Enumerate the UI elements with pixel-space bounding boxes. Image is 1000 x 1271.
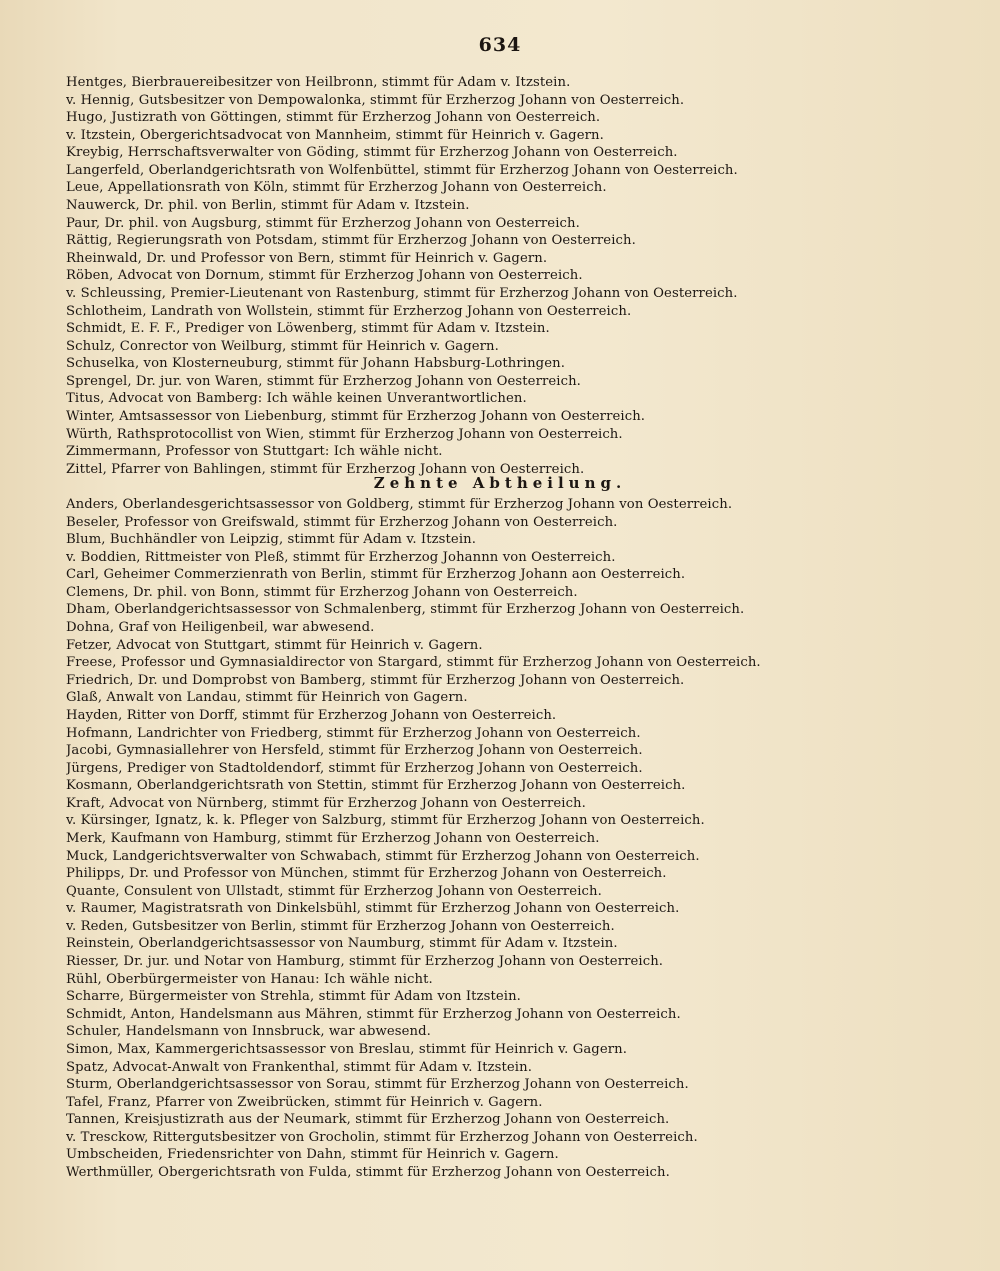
vote-entry: Glaß, Anwalt von Landau, stimmt für Heinrich von Gagern. — [66, 690, 468, 706]
vote-entry: Fetzer, Advocat von Stuttgart, stimmt für Heinrich v. Gagern. — [66, 637, 483, 653]
vote-entry: v. Tresckow, Rittergutsbesitzer von Grocholin, stimmt für Erzherzog Johann von Oesterreich. — [66, 1129, 698, 1145]
vote-entry: Würth, Rathsprotocollist von Wien, stimmt für Erzherzog Johann von Oesterreich. — [66, 426, 623, 442]
vote-entry: Rättig, Regierungsrath von Potsdam, stimmt für Erzherzog Johann von Oesterreich. — [66, 233, 636, 249]
vote-entry: Zittel, Pfarrer von Bahlingen, stimmt für Erzherzog Johann von Oesterreich. — [66, 461, 585, 477]
vote-entry: Spatz, Advocat-Anwalt von Frankenthal, stimmt für Adam v. Itzstein. — [66, 1059, 533, 1075]
section-heading: Zehnte Abtheilung. — [373, 474, 627, 492]
vote-entry: Blum, Buchhändler von Leipzig, stimmt für Adam v. Itzstein. — [66, 532, 477, 548]
vote-entry: Rühl, Oberbürgermeister von Hanau: Ich wähle nicht. — [66, 971, 433, 987]
vote-entry: Simon, Max, Kammergerichtsassessor von Breslau, stimmt für Heinrich v. Gagern. — [66, 1041, 628, 1057]
vote-entry: Friedrich, Dr. und Domprobst von Bamberg, stimmt für Erzherzog Johann von Oesterreich. — [66, 672, 685, 688]
vote-entry: Nauwerck, Dr. phil. von Berlin, stimmt für Adam v. Itzstein. — [66, 198, 470, 214]
vote-entry: Sprengel, Dr. jur. von Waren, stimmt für Erzherzog Johann von Oesterreich. — [66, 373, 581, 389]
vote-entry: Merk, Kaufmann von Hamburg, stimmt für Erzherzog Johann von Oesterreich. — [66, 830, 600, 846]
vote-entry: Dham, Oberlandgerichtsassessor von Schmalenberg, stimmt für Erzherzog Johann von Oesterreich. — [66, 602, 745, 618]
vote-entry: Clemens, Dr. phil. von Bonn, stimmt für Erzherzog Johann von Oesterreich. — [66, 584, 578, 600]
vote-entry: Muck, Landgerichtsverwalter von Schwabach, stimmt für Erzherzog Johann von Oesterreich. — [66, 848, 700, 864]
vote-entry: Carl, Geheimer Commerzienrath von Berlin, stimmt für Erzherzog Johann aon Oesterreich. — [66, 567, 686, 583]
vote-entry: Anders, Oberlandesgerichtsassessor von Goldberg, stimmt für Erzherzog Johann von Oesterreich. — [66, 497, 733, 512]
vote-entry: Reinstein, Oberlandgerichtsassessor von Naumburg, stimmt für Adam v. Itzstein. — [66, 936, 618, 952]
vote-entry: Hugo, Justizrath von Göttingen, stimmt für Erzherzog Johann von Oesterreich. — [66, 110, 601, 126]
vote-entry: Sturm, Oberlandgerichtsassessor von Sorau, stimmt für Erzherzog Johann von Oesterreich. — [66, 1077, 689, 1093]
vote-entry: Schuler, Handelsmann von Innsbruck, war abwesend. — [66, 1024, 431, 1040]
vote-entry: Hofmann, Landrichter von Friedberg, stimmt für Erzherzog Johann von Oesterreich. — [66, 725, 641, 741]
vote-entry: v. Raumer, Magistratsrath von Dinkelsbühl, stimmt für Erzherzog Johann von Oesterreich. — [66, 901, 680, 917]
vote-entry: Zimmermann, Professor von Stuttgart: Ich wähle nicht. — [66, 444, 443, 460]
vote-entry: Schlotheim, Landrath von Wollstein, stimmt für Erzherzog Johann von Oesterreich. — [66, 303, 632, 319]
vote-entry: Werthmüller, Obergerichtsrath von Fulda, stimmt für Erzherzog Johann von Oesterreich. — [66, 1164, 670, 1180]
vote-entry: Freese, Professor und Gymnasialdirector von Stargard, stimmt für Erzherzog Johann von Oesterreich. — [66, 655, 761, 671]
vote-list-top — [66, 74, 966, 478]
vote-entry: v. Itzstein, Obergerichtsadvocat von Mannheim, stimmt für Heinrich v. Gagern. — [66, 127, 604, 143]
vote-entry: Kraft, Advocat von Nürnberg, stimmt für Erzherzog Johann von Oesterreich. — [66, 795, 586, 811]
vote-entry: Langerfeld, Oberlandgerichtsrath von Wolfenbüttel, stimmt für Erzherzog Johann von Oesterreich. — [66, 162, 738, 178]
vote-entry: Tafel, Franz, Pfarrer von Zweibrücken, stimmt für Heinrich v. Gagern. — [66, 1094, 543, 1110]
vote-entry: Dohna, Graf von Heiligenbeil, war abwesend. — [66, 620, 375, 636]
vote-entry: Beseler, Professor von Greifswald, stimmt für Erzherzog Johann von Oesterreich. — [66, 514, 618, 530]
vote-entry: Umbscheiden, Friedensrichter von Dahn, stimmt für Heinrich v. Gagern. — [66, 1147, 559, 1163]
vote-entry: Schmidt, E. F. F., Prediger von Löwenberg, stimmt für Adam v. Itzstein. — [66, 321, 550, 337]
vote-list-bottom — [66, 496, 966, 1182]
vote-entry: Winter, Amtsassessor von Liebenburg, stimmt für Erzherzog Johann von Oesterreich. — [66, 408, 646, 424]
vote-entry: Schulz, Conrector von Weilburg, stimmt für Heinrich v. Gagern. — [66, 338, 499, 354]
vote-entry: v. Boddien, Rittmeister von Pleß, stimmt für Erzherzog Johannn von Oesterreich. — [66, 549, 616, 565]
vote-entry: Paur, Dr. phil. von Augsburg, stimmt für Erzherzog Johann von Oesterreich. — [66, 215, 580, 231]
vote-entry: Hentges, Bierbrauereibesitzer von Heilbronn, stimmt für Adam v. Itzstein. — [66, 75, 571, 90]
vote-entry: Jacobi, Gymnasiallehrer von Hersfeld, stimmt für Erzherzog Johann von Oesterreich. — [66, 743, 643, 759]
vote-entry: v. Schleussing, Premier-Lieutenant von Rastenburg, stimmt für Erzherzog Johann von Oesterreich. — [66, 285, 738, 301]
vote-entry: Titus, Advocat von Bamberg: Ich wähle keinen Unverantwortlichen. — [66, 391, 527, 407]
page-number: 634 — [478, 34, 522, 56]
vote-entry: v. Hennig, Gutsbesitzer von Dempowalonka, stimmt für Erzherzog Johann von Oesterreich. — [66, 92, 685, 108]
vote-entry: Philipps, Dr. und Professor von München, stimmt für Erzherzog Johann von Oesterreich. — [66, 866, 667, 882]
vote-entry: Rheinwald, Dr. und Professor von Bern, stimmt für Heinrich v. Gagern. — [66, 250, 548, 266]
vote-entry: Riesser, Dr. jur. und Notar von Hamburg, stimmt für Erzherzog Johann von Oesterreich. — [66, 954, 664, 970]
vote-entry: Scharre, Bürgermeister von Strehla, stimmt für Adam von Itzstein. — [66, 989, 521, 1005]
vote-entry: Schmidt, Anton, Handelsmann aus Mähren, stimmt für Erzherzog Johann von Oesterreich. — [66, 1006, 681, 1022]
vote-entry: Quante, Consulent von Ullstadt, stimmt für Erzherzog Johann von Oesterreich. — [66, 883, 602, 899]
vote-entry: v. Reden, Gutsbesitzer von Berlin, stimmt für Erzherzog Johann von Oesterreich. — [66, 918, 615, 934]
vote-entry: Schuselka, von Klosterneuburg, stimmt für Johann Habsburg-Lothringen. — [66, 356, 566, 372]
vote-entry: Hayden, Ritter von Dorff, stimmt für Erzherzog Johann von Oesterreich. — [66, 707, 557, 723]
vote-entry: Leue, Appellationsrath von Köln, stimmt für Erzherzog Johann von Oesterreich. — [66, 180, 607, 196]
vote-entry: Jürgens, Prediger von Stadtoldendorf, stimmt für Erzherzog Johann von Oesterreich. — [66, 760, 643, 776]
vote-entry: v. Kürsinger, Ignatz, k. k. Pfleger von Salzburg, stimmt für Erzherzog Johann von Oesterreich. — [66, 813, 705, 829]
vote-entry: Kreybig, Herrschaftsverwalter von Göding, stimmt für Erzherzog Johann von Oesterreich. — [66, 145, 678, 161]
vote-entry: Tannen, Kreisjustizrath aus der Neumark, stimmt für Erzherzog Johann von Oesterreich. — [66, 1112, 670, 1128]
vote-entry: Röben, Advocat von Dornum, stimmt für Erzherzog Johann von Oesterreich. — [66, 268, 583, 284]
vote-entry: Kosmann, Oberlandgerichtsrath von Stettin, stimmt für Erzherzog Johann von Oesterreich. — [66, 778, 686, 794]
